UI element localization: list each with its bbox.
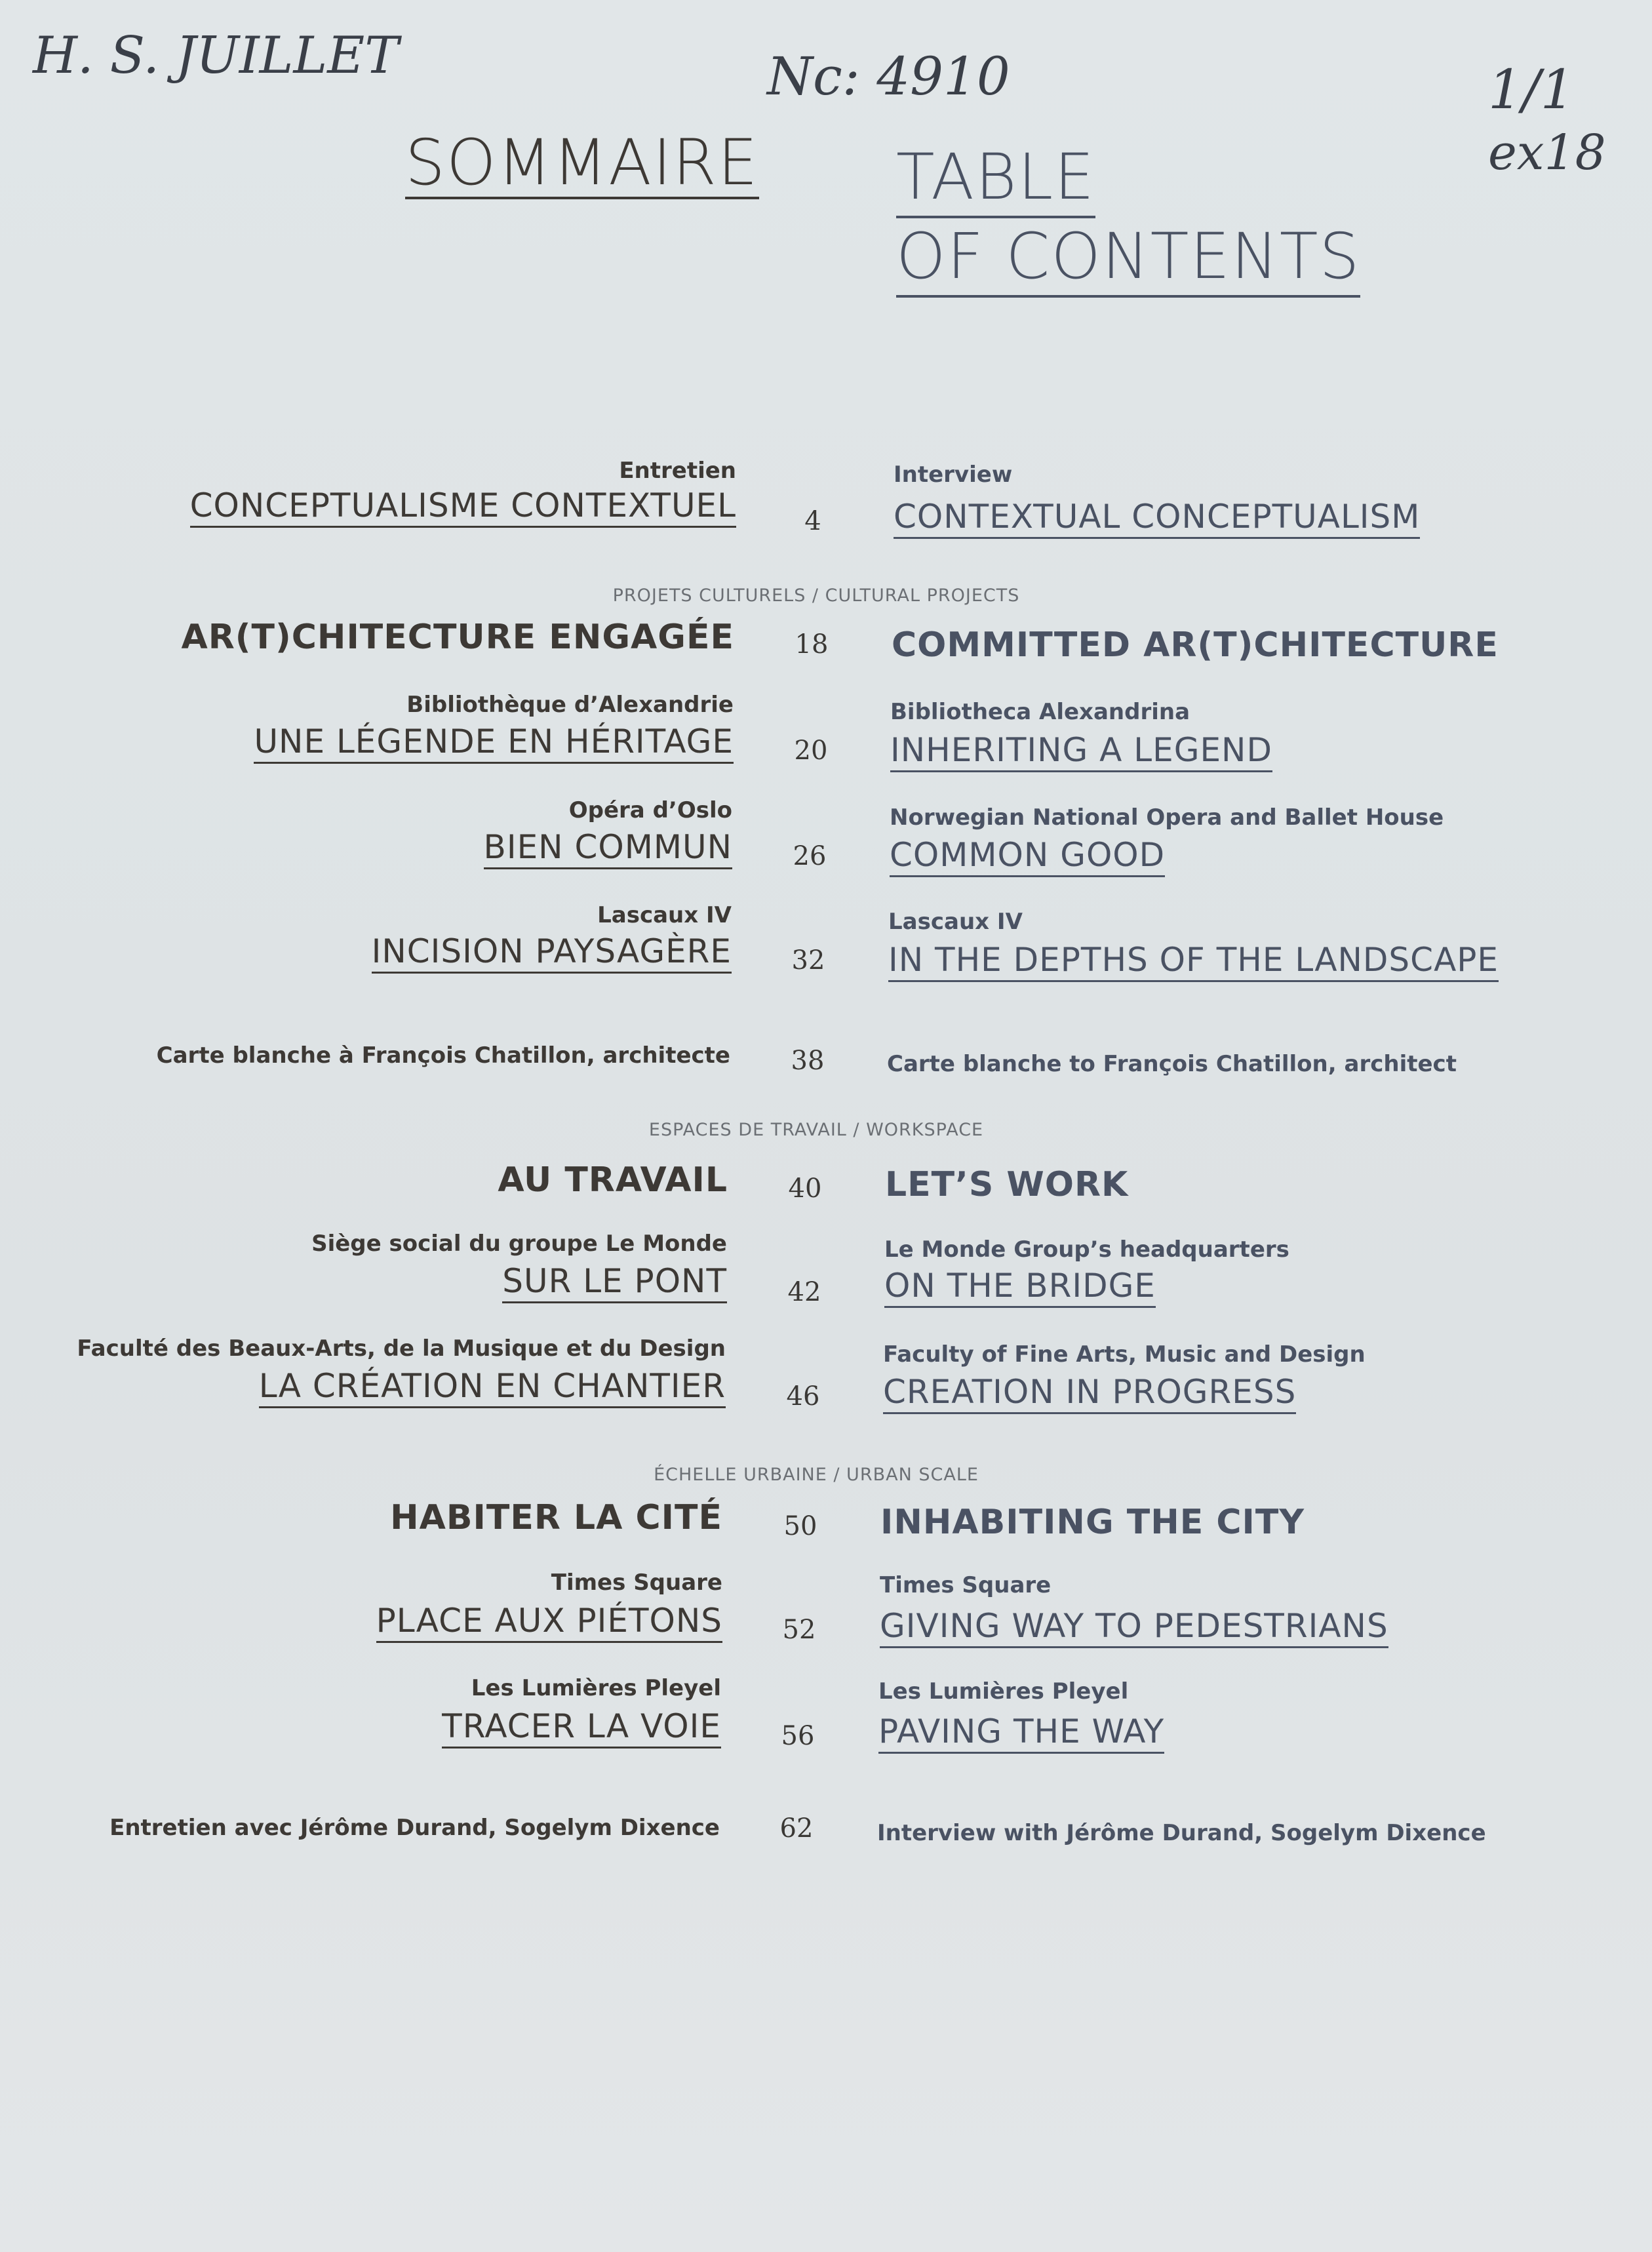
- entry-lascaux-en-sub: Lascaux IV: [888, 909, 1023, 935]
- entry-alexandria-fr-sub: Bibliothèque d’Alexandrie: [406, 692, 734, 718]
- handwritten-note-right-top: 1/1: [1488, 59, 1575, 121]
- section-label-cultural-projects: PROJETS CULTURELS / CULTURAL PROJECTS: [612, 585, 1020, 606]
- entry-lemonde-fr-title: SUR LE PONT: [502, 1264, 727, 1299]
- page-number-42: 42: [787, 1277, 821, 1307]
- entry-oslo-fr-sub: Opéra d’Oslo: [568, 797, 732, 823]
- page-number-62: 62: [779, 1813, 814, 1844]
- title-line-2: OF CONTENTS: [896, 218, 1360, 298]
- handwritten-note-center: Nc: 4910: [767, 46, 1010, 107]
- page-number-46: 46: [786, 1381, 820, 1412]
- entry-durand-en: Interview with Jérôme Durand, Sogelym Dixence: [877, 1820, 1486, 1846]
- entry-committed-en-title: COMMITTED AR(T)CHITECTURE: [892, 625, 1499, 665]
- section-label-urban-scale: ÉCHELLE URBAINE / URBAN SCALE: [654, 1465, 979, 1485]
- entry-interview-en-title: CONTEXTUAL CONCEPTUALISM: [894, 500, 1420, 534]
- entry-pleyel-fr-title: TRACER LA VOIE: [442, 1709, 721, 1744]
- entry-faculte-fr-title: LA CRÉATION EN CHANTIER: [259, 1369, 726, 1404]
- entry-carte-blanche-fr: Carte blanche à François Chatillon, architecte: [156, 1042, 730, 1069]
- handwritten-note-right-bottom: ex18: [1488, 125, 1606, 181]
- title-line-1: TABLE: [896, 139, 1095, 218]
- entry-lemonde-fr-sub: Siège social du groupe Le Monde: [311, 1231, 727, 1257]
- entry-alexandria-fr-title: UNE LÉGENDE EN HÉRITAGE: [254, 724, 734, 759]
- entry-faculte-en-title: CREATION IN PROGRESS: [883, 1375, 1296, 1410]
- entry-times-en-sub: Times Square: [880, 1572, 1052, 1598]
- entry-faculte-en-sub: Faculty of Fine Arts, Music and Design: [883, 1341, 1366, 1368]
- entry-times-fr-sub: Times Square: [551, 1570, 722, 1596]
- entry-lascaux-fr-sub: Lascaux IV: [597, 902, 732, 928]
- entry-lemonde-en-sub: Le Monde Group’s headquarters: [884, 1236, 1289, 1263]
- entry-durand-fr: Entretien avec Jérôme Durand, Sogelym Dixence: [109, 1815, 720, 1841]
- entry-lascaux-en-title: IN THE DEPTHS OF THE LANDSCAPE: [888, 943, 1499, 978]
- entry-oslo-en-title: COMMON GOOD: [890, 838, 1165, 873]
- entry-committed-fr-title: AR(T)CHITECTURE ENGAGÉE: [181, 618, 734, 657]
- entry-interview-fr-title: CONCEPTUALISME CONTEXTUEL: [190, 488, 736, 523]
- entry-lemonde-en-title: ON THE BRIDGE: [884, 1269, 1156, 1303]
- page-number-40: 40: [788, 1174, 822, 1204]
- entry-interview-fr-sub: Entretien: [619, 458, 736, 484]
- entry-lascaux-fr-title: INCISION PAYSAGÈRE: [372, 934, 732, 969]
- page-number-56: 56: [781, 1721, 815, 1751]
- entry-cite-en-title: INHABITING THE CITY: [880, 1503, 1305, 1542]
- entry-travail-en-title: LET’S WORK: [885, 1165, 1129, 1204]
- page-number-18: 18: [795, 629, 829, 660]
- entry-faculte-fr-sub: Faculté des Beaux-Arts, de la Musique et du Design: [77, 1335, 726, 1362]
- entry-pleyel-en-title: PAVING THE WAY: [878, 1714, 1164, 1749]
- page-number-20: 20: [794, 736, 828, 766]
- handwritten-note-left: H. S. JUILLET: [33, 26, 399, 85]
- title-sommaire: SOMMAIRE: [405, 126, 759, 199]
- page-number-52: 52: [782, 1615, 816, 1645]
- entry-alexandria-en-sub: Bibliotheca Alexandrina: [890, 699, 1190, 725]
- page-number-50: 50: [783, 1511, 817, 1541]
- page-number-32: 32: [791, 945, 825, 976]
- entry-travail-fr-title: AU TRAVAIL: [498, 1160, 728, 1200]
- entry-pleyel-fr-sub: Les Lumières Pleyel: [471, 1675, 721, 1701]
- page-number-38: 38: [791, 1046, 825, 1076]
- page-number-26: 26: [793, 841, 827, 871]
- entry-oslo-fr-title: BIEN COMMUN: [484, 830, 732, 865]
- entry-times-fr-title: PLACE AUX PIÉTONS: [376, 1604, 722, 1638]
- entry-pleyel-en-sub: Les Lumières Pleyel: [878, 1678, 1129, 1705]
- entry-cite-fr-title: HABITER LA CITÉ: [390, 1498, 722, 1537]
- title-table-of-contents: [896, 139, 1360, 298]
- entry-alexandria-en-title: INHERITING A LEGEND: [890, 733, 1272, 768]
- entry-oslo-en-sub: Norwegian National Opera and Ballet House: [890, 804, 1444, 831]
- page-number-4: 4: [804, 506, 821, 536]
- entry-carte-blanche-en: Carte blanche to François Chatillon, architect: [887, 1051, 1457, 1077]
- entry-times-en-title: GIVING WAY TO PEDESTRIANS: [880, 1609, 1388, 1644]
- entry-interview-en-sub: Interview: [894, 462, 1013, 488]
- section-label-workspace: ESPACES DE TRAVAIL / WORKSPACE: [648, 1120, 984, 1140]
